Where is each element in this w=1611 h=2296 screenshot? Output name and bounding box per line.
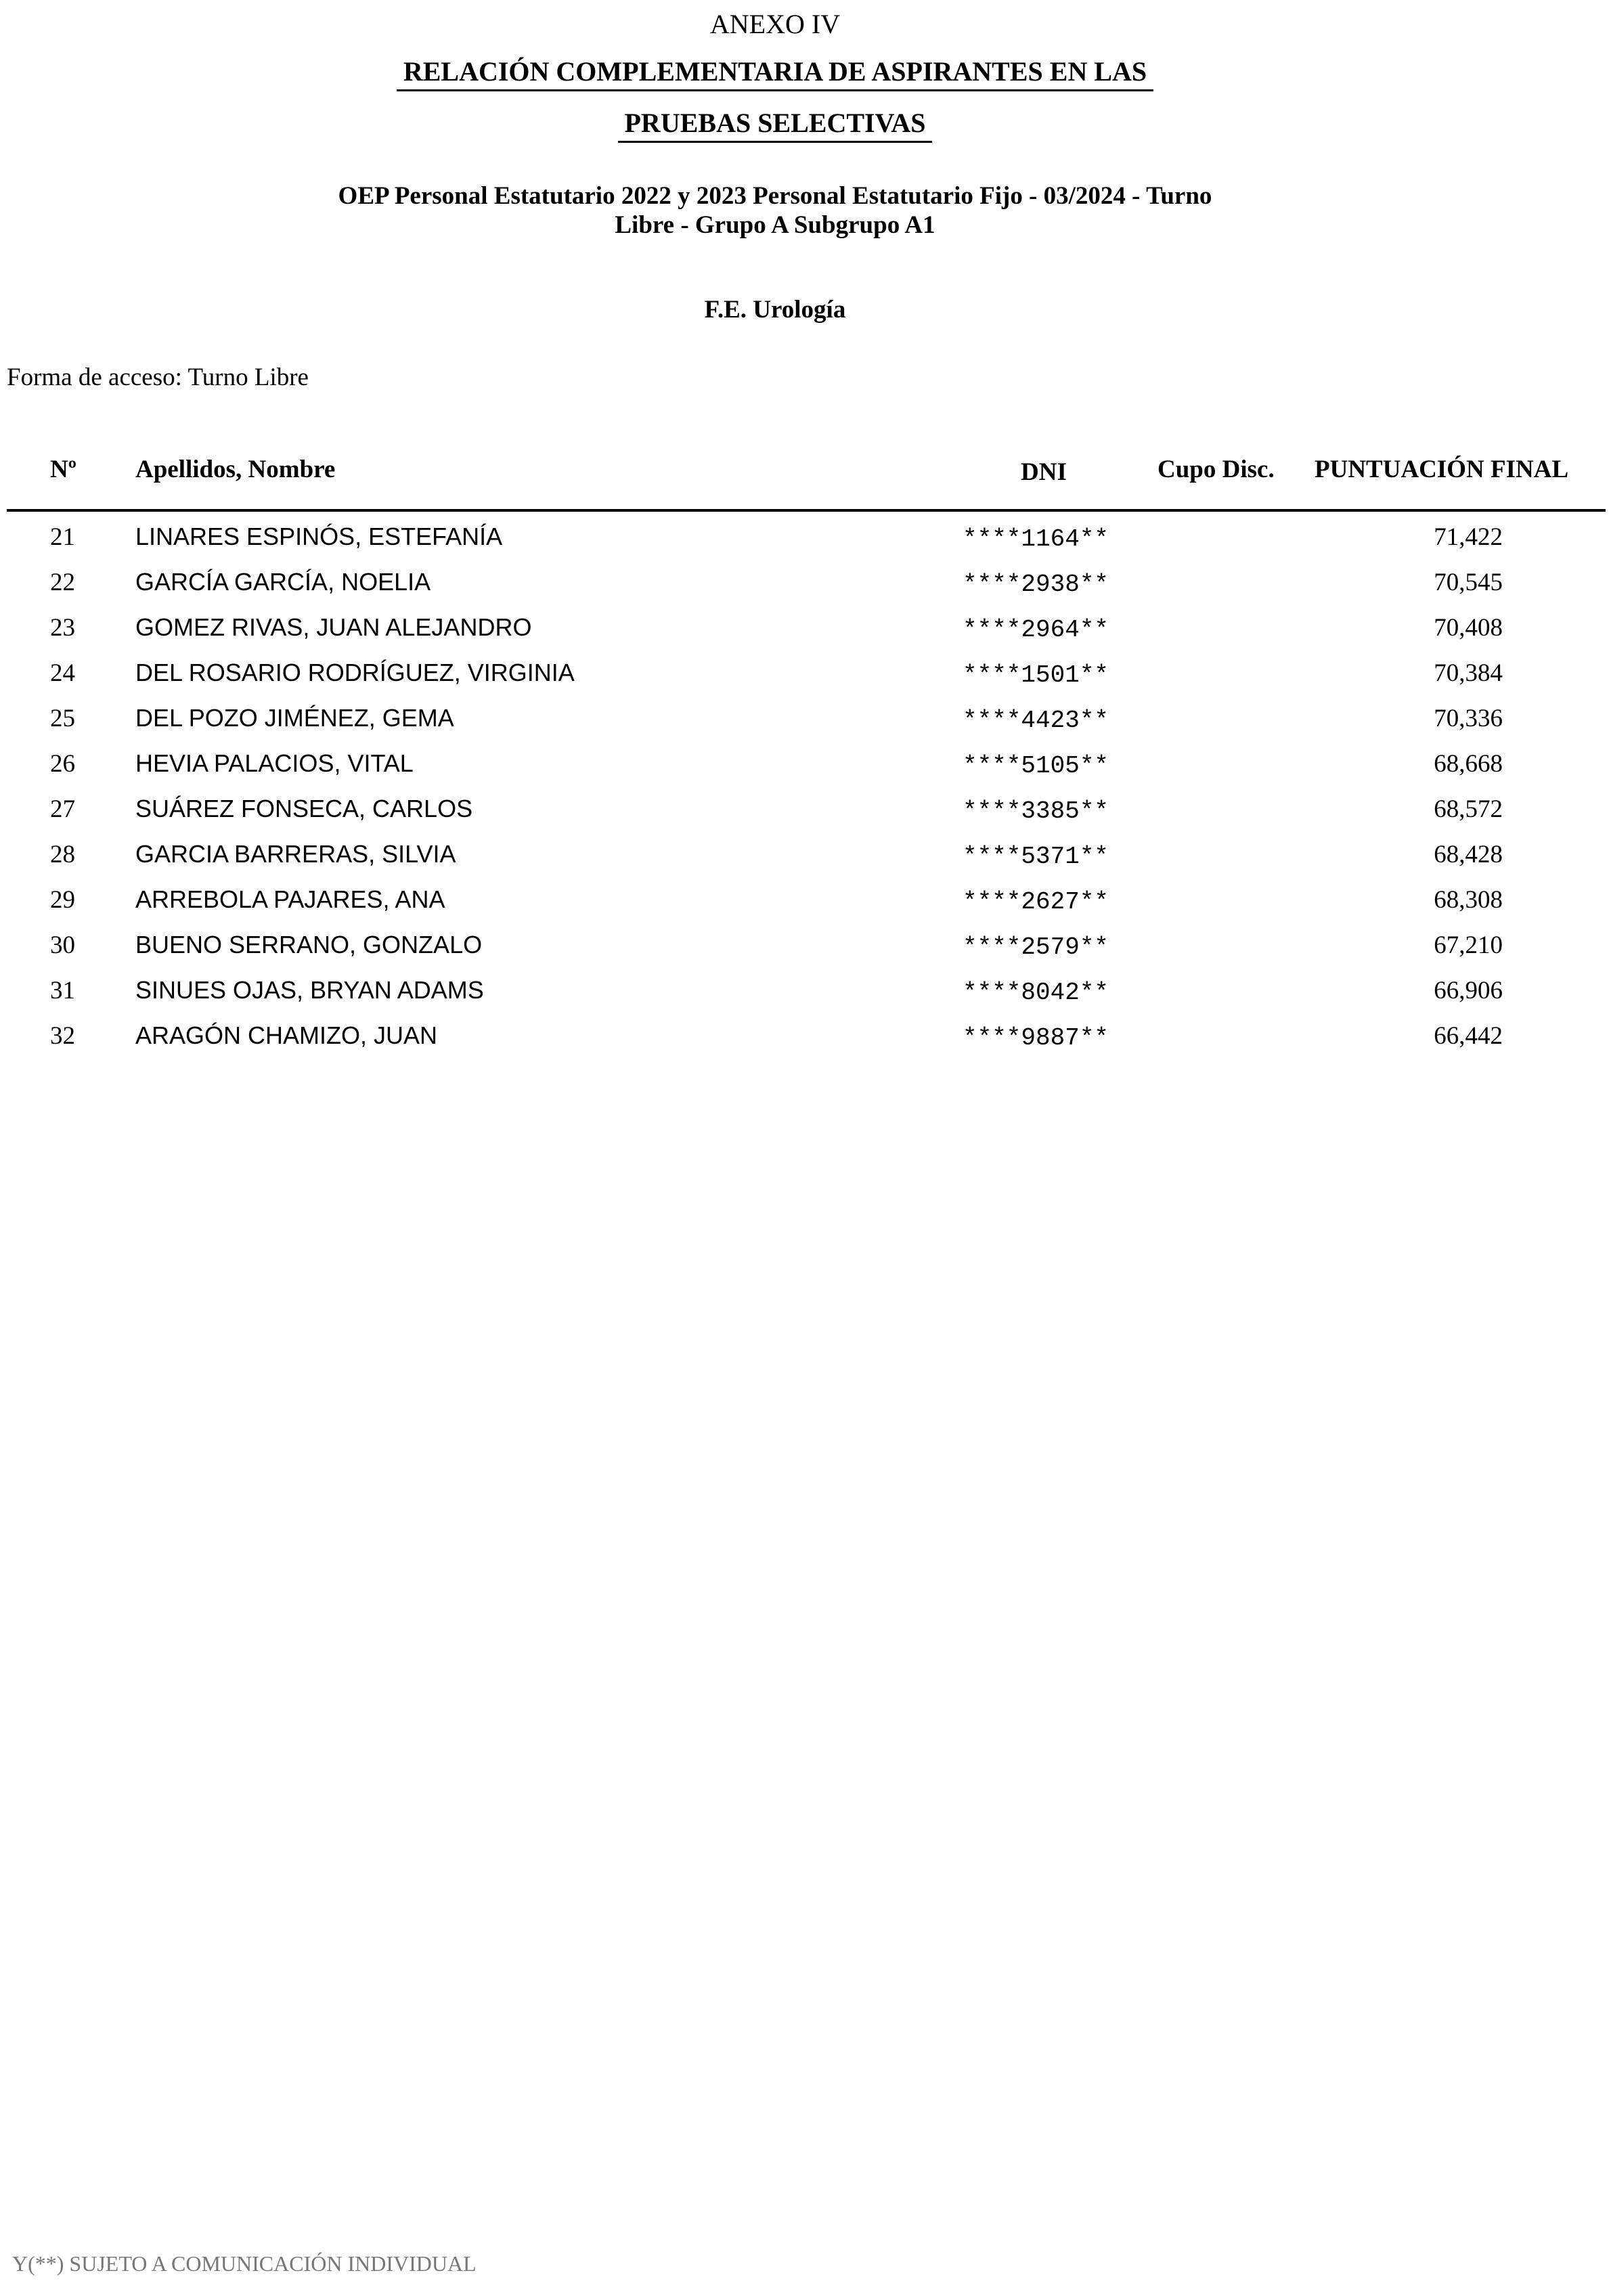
row-score: 70,384: [1434, 659, 1503, 687]
row-number: 29: [50, 886, 75, 914]
column-header-dni: DNI: [1021, 458, 1067, 486]
row-dni: ****4423**: [963, 707, 1109, 734]
table-row: [0, 885, 1611, 931]
table-row: [0, 931, 1611, 976]
row-dni: ****1501**: [963, 661, 1109, 689]
document-title-line1: RELACIÓN COMPLEMENTARIA DE ASPIRANTES EN LAS: [0, 56, 1550, 87]
row-score: 70,336: [1434, 705, 1503, 732]
row-score: 68,572: [1434, 795, 1503, 823]
row-score: 68,428: [1434, 841, 1503, 868]
table-row: [0, 568, 1611, 613]
specialty-label: F.E. Urología: [704, 296, 846, 324]
row-number: 27: [50, 795, 75, 823]
table-row: [0, 523, 1611, 568]
row-dni: ****2964**: [963, 616, 1109, 644]
row-number: 30: [50, 931, 75, 959]
row-score: 66,442: [1434, 1022, 1503, 1050]
row-dni: ****1164**: [963, 525, 1109, 553]
footer-note: Y(**) SUJETO A COMUNICACIÓN INDIVIDUAL: [12, 2251, 477, 2276]
row-number: 31: [50, 977, 75, 1005]
row-score: 70,408: [1434, 614, 1503, 642]
column-header-number: Nº: [50, 456, 76, 483]
row-score: 70,545: [1434, 569, 1503, 596]
row-name: LINARES ESPINÓS, ESTEFANÍA: [135, 523, 503, 550]
table-row: [0, 659, 1611, 704]
table-row: [0, 704, 1611, 749]
row-score: 71,422: [1434, 523, 1503, 551]
row-score: 67,210: [1434, 931, 1503, 959]
row-number: 23: [50, 614, 75, 642]
row-name: BUENO SERRANO, GONZALO: [135, 931, 483, 958]
row-name: GOMEZ RIVAS, JUAN ALEJANDRO: [135, 613, 532, 641]
column-header-name: Apellidos, Nombre: [135, 456, 336, 483]
row-dni: ****8042**: [963, 979, 1109, 1007]
table-row: [0, 795, 1611, 840]
row-name: HEVIA PALACIOS, VITAL: [135, 749, 414, 777]
row-number: 26: [50, 750, 75, 778]
row-name: ARAGÓN CHAMIZO, JUAN: [135, 1021, 438, 1049]
row-number: 32: [50, 1022, 75, 1050]
row-dni: ****3385**: [963, 797, 1109, 825]
row-score: 68,668: [1434, 750, 1503, 778]
table-row: [0, 840, 1611, 885]
document-title-line2: PRUEBAS SELECTIVAS: [0, 107, 1550, 139]
row-name: GARCIA BARRERAS, SILVIA: [135, 840, 456, 868]
table-row: [0, 749, 1611, 795]
table-row: [0, 613, 1611, 659]
row-number: 24: [50, 659, 75, 687]
access-form-label: Forma de acceso: Turno Libre: [7, 363, 309, 391]
row-number: 25: [50, 705, 75, 732]
row-name: SUÁREZ FONSECA, CARLOS: [135, 795, 473, 822]
row-score: 66,906: [1434, 977, 1503, 1005]
row-dni: ****2579**: [963, 933, 1109, 961]
row-dni: ****5371**: [963, 843, 1109, 870]
row-dni: ****9887**: [963, 1024, 1109, 1052]
table-row: [0, 976, 1611, 1021]
row-name: ARREBOLA PAJARES, ANA: [135, 885, 445, 913]
table-row: [0, 1021, 1611, 1067]
subtitle-line2: Libre - Grupo A Subgrupo A1: [615, 211, 935, 239]
subtitle-line1: OEP Personal Estatutario 2022 y 2023 Personal Estatutario Fijo - 03/2024 - Turno: [338, 182, 1212, 210]
annex-label: ANEXO IV: [709, 9, 841, 39]
row-dni: ****2627**: [963, 888, 1109, 916]
row-score: 68,308: [1434, 886, 1503, 914]
row-dni: ****5105**: [963, 752, 1109, 780]
row-name: SINUES OJAS, BRYAN ADAMS: [135, 976, 484, 1004]
row-number: 21: [50, 523, 75, 551]
row-number: 28: [50, 841, 75, 868]
row-name: GARCÍA GARCÍA, NOELIA: [135, 568, 431, 596]
row-name: DEL POZO JIMÉNEZ, GEMA: [135, 704, 454, 732]
header-divider: [7, 509, 1606, 512]
row-dni: ****2938**: [963, 571, 1109, 598]
column-header-cupo: Cupo Disc.: [1157, 456, 1275, 483]
document-subtitle: [0, 181, 1550, 240]
row-number: 22: [50, 569, 75, 596]
row-name: DEL ROSARIO RODRÍGUEZ, VIRGINIA: [135, 659, 575, 686]
column-header-score: PUNTUACIÓN FINAL: [1315, 456, 1569, 483]
